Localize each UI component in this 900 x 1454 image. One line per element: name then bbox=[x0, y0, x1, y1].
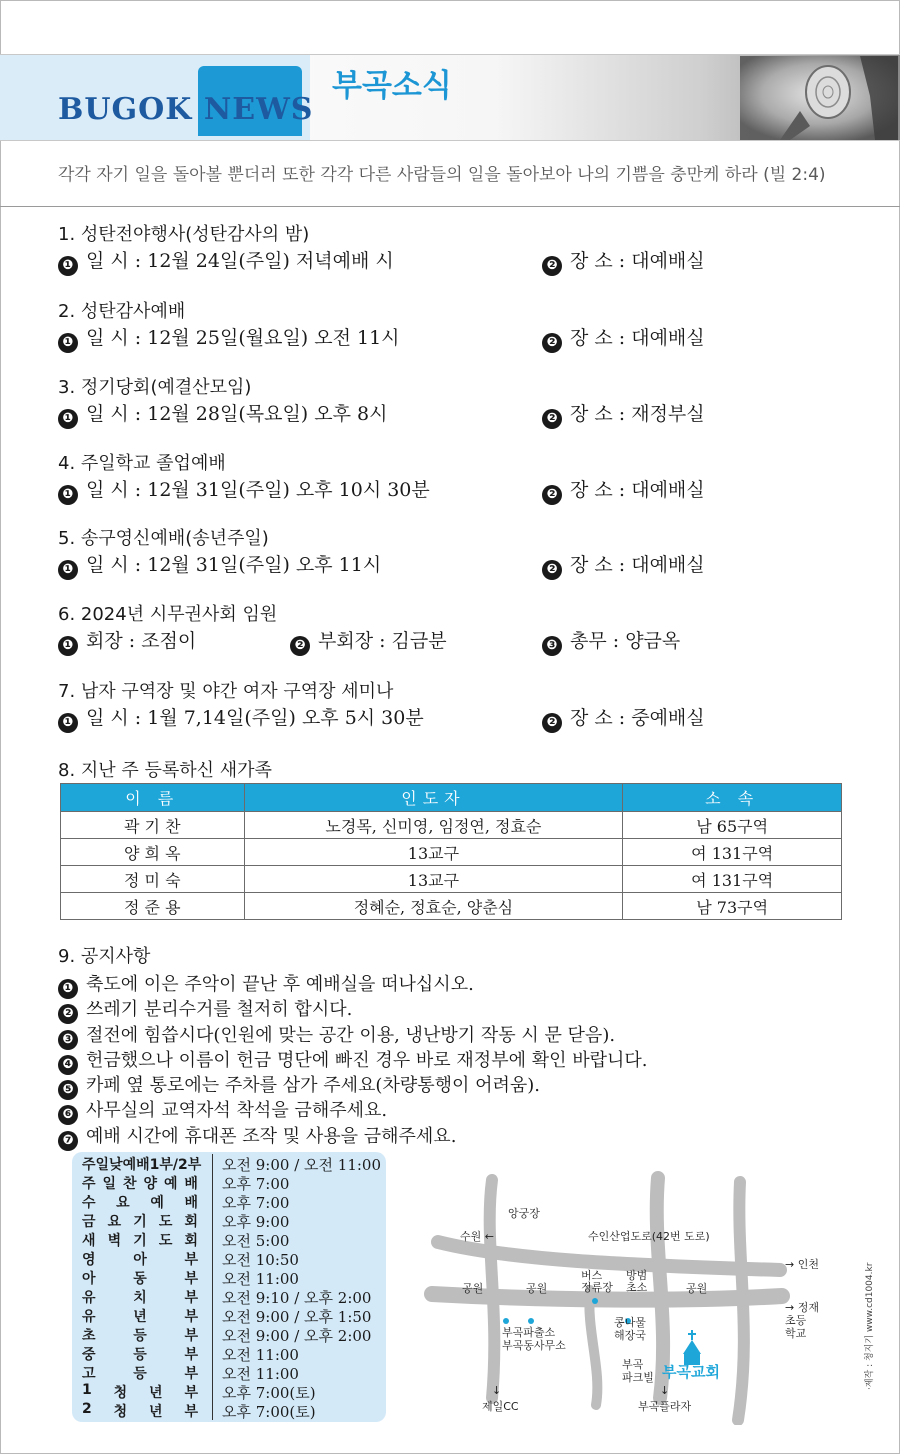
schedule-name: 영 아 부 bbox=[82, 1252, 198, 1268]
arrow-down-icon: ↓ bbox=[492, 1384, 502, 1397]
place-field bbox=[542, 246, 705, 276]
bullet-2-icon: ❷ bbox=[542, 485, 562, 505]
schedule-name: 금 요 기 도 회 bbox=[82, 1214, 198, 1230]
page-title: 부곡소식 bbox=[332, 68, 452, 104]
place-text: 장 소 : 대예배실 bbox=[570, 479, 705, 501]
place-text: 장 소 : 대예배실 bbox=[570, 327, 705, 349]
date-field bbox=[58, 323, 400, 353]
bugok-news-logo bbox=[58, 92, 313, 127]
date-field bbox=[58, 475, 430, 505]
officer-president bbox=[58, 626, 196, 656]
notice-text: 절전에 힘씁시다(인원에 맞는 공간 이용, 냉난방기 작동 시 문 닫음). bbox=[86, 1024, 616, 1046]
date-text: 일 시 : 12월 31일(주일) 오후 10시 30분 bbox=[86, 479, 430, 501]
item-4 bbox=[58, 449, 705, 503]
item-title: 2. 성탄감사예배 bbox=[58, 301, 186, 322]
item-details bbox=[58, 399, 705, 427]
date-text: 일 시 : 12월 31일(주일) 오후 11시 bbox=[86, 554, 382, 576]
bullet-2-icon: ❷ bbox=[542, 333, 562, 353]
date-field bbox=[58, 550, 381, 580]
schedule-name: 고 등 부 bbox=[82, 1366, 198, 1382]
label-suwon: 수원 ← bbox=[460, 1230, 494, 1243]
notice-item bbox=[58, 1046, 647, 1071]
schedule-name: 중 등 부 bbox=[82, 1347, 198, 1363]
bullet-2-icon: ❷ bbox=[542, 713, 562, 733]
decorative-tree-photo bbox=[740, 56, 898, 140]
schedule-name: 유 치 부 bbox=[82, 1290, 198, 1306]
schedule-time: 오전 5:00 bbox=[222, 1232, 290, 1250]
label-yanggongjang: 앙궁장 bbox=[508, 1207, 540, 1220]
notice-text: 쓰레기 분리수거를 철저히 합시다. bbox=[86, 999, 353, 1021]
cell-name: 양 희 옥 bbox=[61, 839, 245, 866]
schedule-time: 오전 9:00 / 오후 2:00 bbox=[222, 1327, 372, 1345]
item-8 bbox=[58, 756, 272, 782]
item-details bbox=[58, 475, 705, 503]
notice-item bbox=[58, 970, 647, 995]
bullet-1-icon: ❶ bbox=[58, 409, 78, 429]
bible-verse: 각각 자기 일을 돌아볼 뿐더러 또한 각각 다른 사람들의 일을 돌아보아 나의 기쁨을 충만케 하라 (빌 2:4) bbox=[58, 165, 826, 185]
bullet-2-icon: ❷ bbox=[290, 636, 310, 656]
schedule-time: 오전 10:50 bbox=[222, 1251, 299, 1269]
item-details bbox=[58, 626, 681, 654]
schedule-name: 초 등 부 bbox=[82, 1328, 198, 1344]
label-bugok-parkville: 부곡 파크빌 bbox=[622, 1358, 654, 1384]
bullet-1-icon: ❶ bbox=[58, 333, 78, 353]
officer-vice-president bbox=[290, 626, 447, 656]
date-text: 일 시 : 12월 25일(월요일) 오전 11시 bbox=[86, 327, 400, 349]
bullet-1-icon: ❶ bbox=[58, 979, 78, 999]
notice-text: 축도에 이은 주악이 끝난 후 예배실을 떠나십시오. bbox=[86, 974, 474, 995]
map-roads bbox=[420, 1170, 850, 1425]
item-title: 3. 정기당회(예결산모임) bbox=[58, 377, 252, 398]
bullet-2-icon: ❷ bbox=[542, 560, 562, 580]
place-text: 장 소 : 대예배실 bbox=[570, 250, 705, 272]
bullet-1-icon: ❶ bbox=[58, 560, 78, 580]
item-title: 9. 공지사항 bbox=[58, 946, 151, 967]
place-field bbox=[542, 399, 705, 429]
verse-separator bbox=[0, 206, 900, 207]
label-bus-stop: 버스 정류장 bbox=[581, 1269, 613, 1294]
item-7 bbox=[58, 677, 705, 731]
date-field bbox=[58, 246, 394, 276]
table-row bbox=[61, 812, 842, 839]
bullet-2-icon: ❷ bbox=[542, 256, 562, 276]
notice-item bbox=[58, 995, 647, 1020]
bullet-5-icon: ❺ bbox=[58, 1080, 78, 1100]
schedule-name: 주 일 찬 양 예 배 bbox=[82, 1176, 198, 1192]
officer-secretary bbox=[542, 626, 680, 656]
cell-guide: 노경목, 신미영, 임정연, 정효순 bbox=[244, 812, 623, 839]
schedule-time: 오후 7:00(토) bbox=[222, 1384, 316, 1402]
label-suin-road: 수인산업도로(42번 도로) bbox=[588, 1230, 710, 1243]
item-title: 5. 송구영신예배(송년주일) bbox=[58, 528, 269, 549]
cell-guide: 13교구 bbox=[244, 839, 623, 866]
date-text: 일 시 : 12월 24일(주일) 저녁예배 시 bbox=[86, 250, 394, 272]
schedule-divider bbox=[212, 1154, 213, 1420]
cell-group: 여 131구역 bbox=[623, 839, 842, 866]
schedule-name: 2 청 년 부 bbox=[82, 1401, 198, 1420]
bullet-1-icon: ❶ bbox=[58, 636, 78, 656]
cell-name: 정 미 숙 bbox=[61, 866, 245, 893]
item-9 bbox=[58, 942, 647, 1147]
bullet-3-icon: ❸ bbox=[58, 1030, 78, 1050]
schedule-time: 오후 7:00 bbox=[222, 1175, 290, 1193]
bullet-1-icon: ❶ bbox=[58, 256, 78, 276]
item-2 bbox=[58, 297, 705, 351]
schedule-time: 오전 9:10 / 오후 2:00 bbox=[222, 1289, 372, 1307]
label-bugok-plaza: 부곡플라자 bbox=[638, 1400, 692, 1413]
label-bugok-church: 부곡교회 bbox=[662, 1363, 720, 1381]
new-family-table bbox=[60, 783, 842, 920]
officer-president-text: 회장 : 조점이 bbox=[86, 630, 197, 652]
church-icon bbox=[683, 1330, 701, 1365]
schedule-name: 주일낮예배1부/2부 bbox=[82, 1157, 202, 1173]
item-title: 4. 주일학교 졸업예배 bbox=[58, 453, 226, 474]
bullet-2-icon: ❷ bbox=[58, 1004, 78, 1024]
cell-name: 곽 기 찬 bbox=[61, 812, 245, 839]
item-1 bbox=[58, 220, 705, 274]
label-police-office: 부곡파출소 부곡동사무소 bbox=[502, 1326, 566, 1352]
map-credit: ·제작 : 청지기 www.cd1004.kr bbox=[865, 1262, 875, 1390]
notice-item bbox=[58, 1021, 647, 1046]
schedule-time: 오후 7:00(토) bbox=[222, 1403, 316, 1421]
date-text: 일 시 : 1월 7,14일(주일) 오후 5시 30분 bbox=[86, 707, 424, 729]
date-field bbox=[58, 399, 387, 429]
item-details bbox=[58, 550, 705, 578]
schedule-name: 유 년 부 bbox=[82, 1309, 198, 1325]
place-field bbox=[542, 323, 705, 353]
bullet-1-icon: ❶ bbox=[58, 713, 78, 733]
table-row bbox=[61, 839, 842, 866]
schedule-time: 오전 11:00 bbox=[222, 1346, 299, 1364]
bullet-4-icon: ❹ bbox=[58, 1055, 78, 1075]
officer-secretary-text: 총무 : 양금옥 bbox=[570, 630, 681, 652]
date-field bbox=[58, 703, 424, 733]
item-details bbox=[58, 703, 705, 731]
label-jeongjae-school: → 정재 초등 학교 bbox=[785, 1301, 819, 1340]
notice-text: 사무실의 교역자석 착석을 금해주세요. bbox=[86, 1100, 388, 1122]
place-text: 장 소 : 재정부실 bbox=[570, 403, 705, 425]
notice-text: 카페 옆 통로에는 주차를 삼가 주세요(차량통행이 어려움). bbox=[86, 1075, 541, 1097]
label-bean-sprout-soup: 콩나물 해장국 bbox=[614, 1316, 646, 1342]
notice-item bbox=[58, 1071, 647, 1096]
header-group: 소 속 bbox=[623, 784, 842, 812]
logo-word-news: NEWS bbox=[203, 92, 314, 127]
label-police-box: 방범 초소 bbox=[626, 1269, 648, 1294]
schedule-time: 오전 11:00 bbox=[222, 1365, 299, 1383]
bullet-7-icon: ❼ bbox=[58, 1131, 78, 1151]
place-text: 장 소 : 중예배실 bbox=[570, 707, 705, 729]
item-5 bbox=[58, 524, 705, 578]
church-location-map bbox=[420, 1170, 850, 1425]
schedule-time: 오전 9:00 / 오전 11:00 bbox=[222, 1156, 381, 1174]
cell-guide: 정혜순, 정효순, 양춘심 bbox=[244, 893, 623, 920]
schedule-time: 오후 7:00 bbox=[222, 1194, 290, 1212]
cell-group: 남 65구역 bbox=[623, 812, 842, 839]
cell-name: 정 준 용 bbox=[61, 893, 245, 920]
label-park-1: 공원 bbox=[462, 1282, 484, 1295]
place-field bbox=[542, 475, 705, 505]
header-guide: 인도자 bbox=[244, 784, 623, 812]
label-park-2: 공원 bbox=[526, 1282, 548, 1295]
table-row bbox=[61, 866, 842, 893]
schedule-time: 오후 9:00 bbox=[222, 1213, 290, 1231]
item-details bbox=[58, 323, 705, 351]
notice-item bbox=[58, 1096, 647, 1121]
cell-guide: 13교구 bbox=[244, 866, 623, 893]
notice-item bbox=[58, 1122, 647, 1147]
item-title: 7. 남자 구역장 및 야간 여자 구역장 세미나 bbox=[58, 681, 394, 702]
item-title: 8. 지난 주 등록하신 새가족 bbox=[58, 760, 272, 781]
place-field bbox=[542, 703, 705, 733]
item-title: 1. 성탄전야행사(성탄감사의 밤) bbox=[58, 224, 310, 245]
schedule-name: 1 청 년 부 bbox=[82, 1382, 198, 1401]
header-divider-bottom bbox=[0, 140, 900, 141]
label-incheon: → 인천 bbox=[785, 1258, 819, 1271]
date-text: 일 시 : 12월 28일(목요일) 오후 8시 bbox=[86, 403, 388, 425]
cell-group: 여 131구역 bbox=[623, 866, 842, 893]
schedule-time: 오전 9:00 / 오후 1:50 bbox=[222, 1308, 372, 1326]
place-text: 장 소 : 대예배실 bbox=[570, 554, 705, 576]
notice-text: 예배 시간에 휴대폰 조작 및 사용을 금해주세요. bbox=[86, 1125, 457, 1147]
item-details bbox=[58, 246, 705, 274]
cell-group: 남 73구역 bbox=[623, 893, 842, 920]
schedule-name: 새 벽 기 도 회 bbox=[82, 1233, 198, 1249]
bullet-3-icon: ❸ bbox=[542, 636, 562, 656]
table-header-row bbox=[61, 784, 842, 812]
bullet-2-icon: ❷ bbox=[542, 409, 562, 429]
bullet-1-icon: ❶ bbox=[58, 485, 78, 505]
item-title: 6. 2024년 시무권사회 임원 bbox=[58, 604, 278, 625]
place-field bbox=[542, 550, 705, 580]
label-park-3: 공원 bbox=[686, 1282, 708, 1295]
header-name: 이 름 bbox=[61, 784, 245, 812]
notice-text: 헌금했으나 이름이 헌금 명단에 빠진 경우 바로 재정부에 확인 바랍니다. bbox=[86, 1049, 648, 1071]
bullet-6-icon: ❻ bbox=[58, 1105, 78, 1125]
table-row bbox=[61, 893, 842, 920]
schedule-time: 오전 11:00 bbox=[222, 1270, 299, 1288]
officer-vice-president-text: 부회장 : 김금분 bbox=[318, 630, 447, 652]
logo-word-bugok: BUGOK bbox=[58, 92, 193, 127]
arrow-down-icon: ↓ bbox=[660, 1384, 670, 1397]
schedule-name: 아 동 부 bbox=[82, 1271, 198, 1287]
label-jeil-cc: 제일CC bbox=[482, 1400, 519, 1413]
item-3 bbox=[58, 373, 705, 427]
item-6 bbox=[58, 600, 681, 654]
schedule-name: 수 요 예 배 bbox=[82, 1195, 198, 1211]
